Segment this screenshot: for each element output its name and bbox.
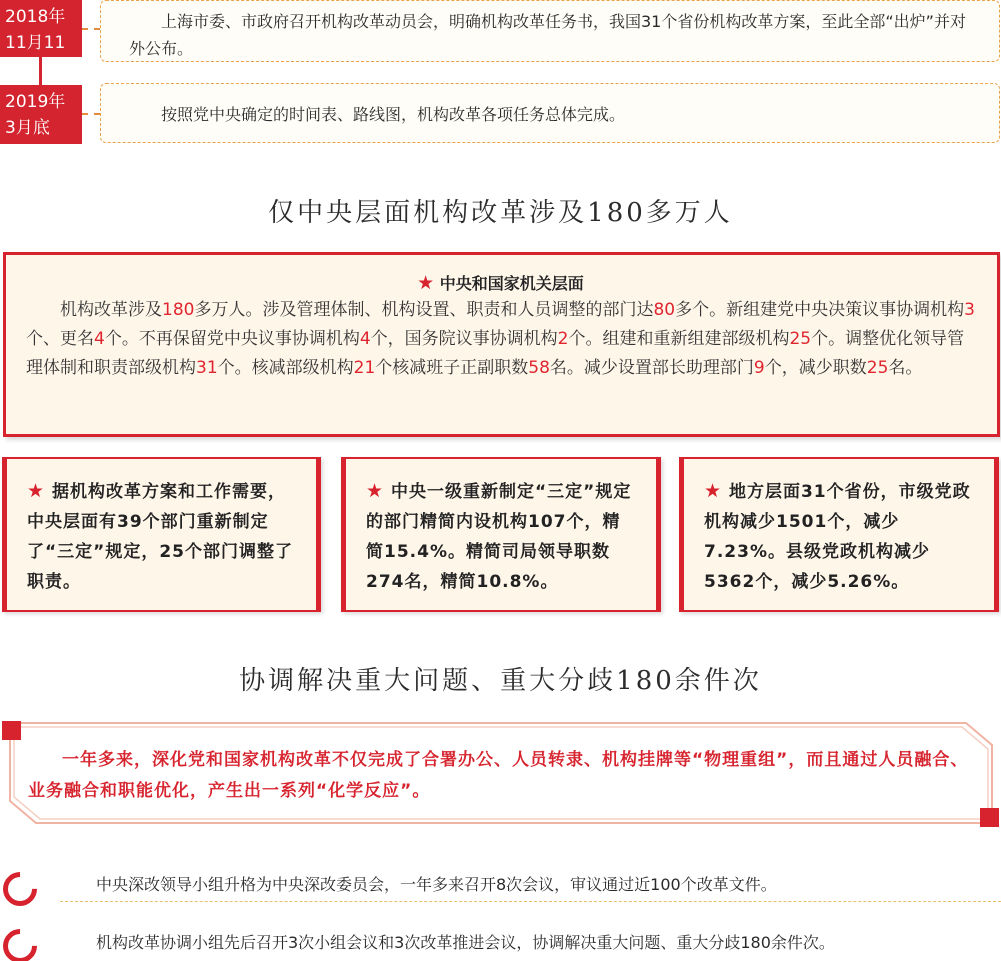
highlight-number: 4	[359, 329, 371, 349]
highlight-number: 80	[653, 300, 676, 320]
bullet-item-2-text: 机构改革协调小组先后召开3次小组会议和3次改革推进会议，协调解决重大问题、重大分歧180余件次。	[96, 933, 835, 952]
central-level-panel	[3, 252, 1000, 437]
bullet-item-1	[0, 868, 1001, 908]
timeline-date-1	[0, 0, 82, 79]
corner-square-top-left	[2, 721, 21, 740]
highlight-number: 58	[528, 358, 550, 378]
body-text-segment: 名。	[888, 358, 923, 378]
ring-icon	[0, 922, 44, 961]
bullet-item-1-text: 中央深改领导小组升格为中央深改委员会，一年多来召开8次会议，审议通过近100个改革文件。	[96, 875, 777, 894]
timeline-date-1-year: 2018年	[5, 7, 66, 27]
info-card-3	[679, 457, 999, 612]
central-level-body	[26, 296, 975, 383]
star-icon: ★	[417, 272, 435, 294]
timeline-entry-2-text: 按照党中央确定的时间表、路线图，机构改革各项任务总体完成。	[161, 105, 626, 124]
timeline-date-2-day: 3月底	[5, 118, 50, 138]
timeline-date-1-day: 11月11日	[5, 33, 66, 79]
body-text-segment: 多万人。涉及管理体制、机构设置、职责和人员调整的部门达	[194, 300, 654, 320]
info-card-1-text: 据机构改革方案和工作需要，中央层面有39个部门重新制定了“三定”规定，25个部门调整了职责。	[27, 482, 294, 592]
corner-square-bottom-right	[980, 808, 999, 827]
timeline-entry-1-text: 上海市委、市政府召开机构改革动员会，明确机构改革任务书，我国31个省份机构改革方案，至此全部“出炉”并对外公布。	[129, 12, 966, 58]
timeline-dash-1	[82, 28, 100, 30]
body-text-segment: 个。核减部级机构	[217, 358, 354, 378]
quote-text: 一年多来，深化党和国家机构改革不仅完成了合署办公、人员转隶、机构挂牌等“物理重组”，而且通过人员融合、业务融合和职能优化，产生出一系列“化学反应”。	[28, 750, 969, 801]
quote-panel	[0, 717, 1001, 830]
highlight-number: 31	[196, 358, 218, 378]
bullet-item-2	[0, 925, 1001, 961]
timeline-date-2	[0, 85, 82, 144]
body-text-segment: 个。调整优化领导管理体制和职责部级机构	[26, 329, 965, 378]
timeline-dash-2	[82, 113, 100, 115]
info-card-3-text: 地方层面31个省份，市级党政机构减少1501个，减少7.23%。县级党政机构减少5362个，减少5.26%。	[704, 482, 971, 592]
star-icon: ★	[366, 480, 385, 502]
info-card-2	[341, 457, 661, 612]
info-card-2-text: 中央一级重新制定“三定”规定的部门精简内设机构107个，精简15.4%。精简司局领导职数274名，精简10.8%。	[366, 482, 632, 592]
section-title-1	[0, 192, 1001, 229]
body-text-segment: 个，减少职数	[764, 358, 867, 378]
highlight-number: 3	[964, 300, 975, 320]
highlight-number: 9	[753, 358, 765, 378]
star-icon: ★	[704, 480, 723, 502]
highlight-number: 2	[557, 329, 569, 349]
body-text-segment: 个、更名	[26, 329, 94, 349]
body-text-segment: 个核减班子正副职数	[375, 358, 529, 378]
body-text-segment: 机构改革涉及	[60, 300, 162, 320]
star-icon: ★	[27, 480, 46, 502]
highlight-number: 180	[162, 300, 195, 320]
section-title-2	[0, 660, 1001, 697]
highlight-number: 25	[866, 358, 889, 378]
highlight-number: 21	[353, 358, 376, 378]
central-level-heading	[26, 271, 975, 296]
section-title-1-text: 仅中央层面机构改革涉及180多万人	[260, 192, 741, 229]
timeline-date-2-year: 2019年	[5, 92, 66, 112]
timeline-entry-2	[100, 83, 1000, 143]
highlight-number: 4	[94, 329, 105, 349]
section-title-2-text: 协调解决重大问题、重大分歧180余件次	[231, 660, 770, 697]
body-text-segment: 名。减少设置部长助理部门	[549, 358, 754, 378]
body-text-segment: 个。组建和重新组建部级机构	[568, 329, 790, 349]
body-text-segment: 个。不再保留党中央议事协调机构	[104, 329, 360, 349]
highlight-number: 25	[789, 329, 812, 349]
bullet-divider	[60, 901, 1001, 902]
body-text-segment: 个，国务院议事协调机构	[370, 329, 558, 349]
timeline-entry-1	[100, 0, 1000, 62]
info-card-1	[2, 457, 321, 612]
ring-icon	[0, 865, 44, 913]
body-text-segment: 多个。新组建党中央决策议事协调机构	[675, 300, 965, 320]
central-level-heading-text: 中央和国家机关层面	[439, 274, 584, 293]
